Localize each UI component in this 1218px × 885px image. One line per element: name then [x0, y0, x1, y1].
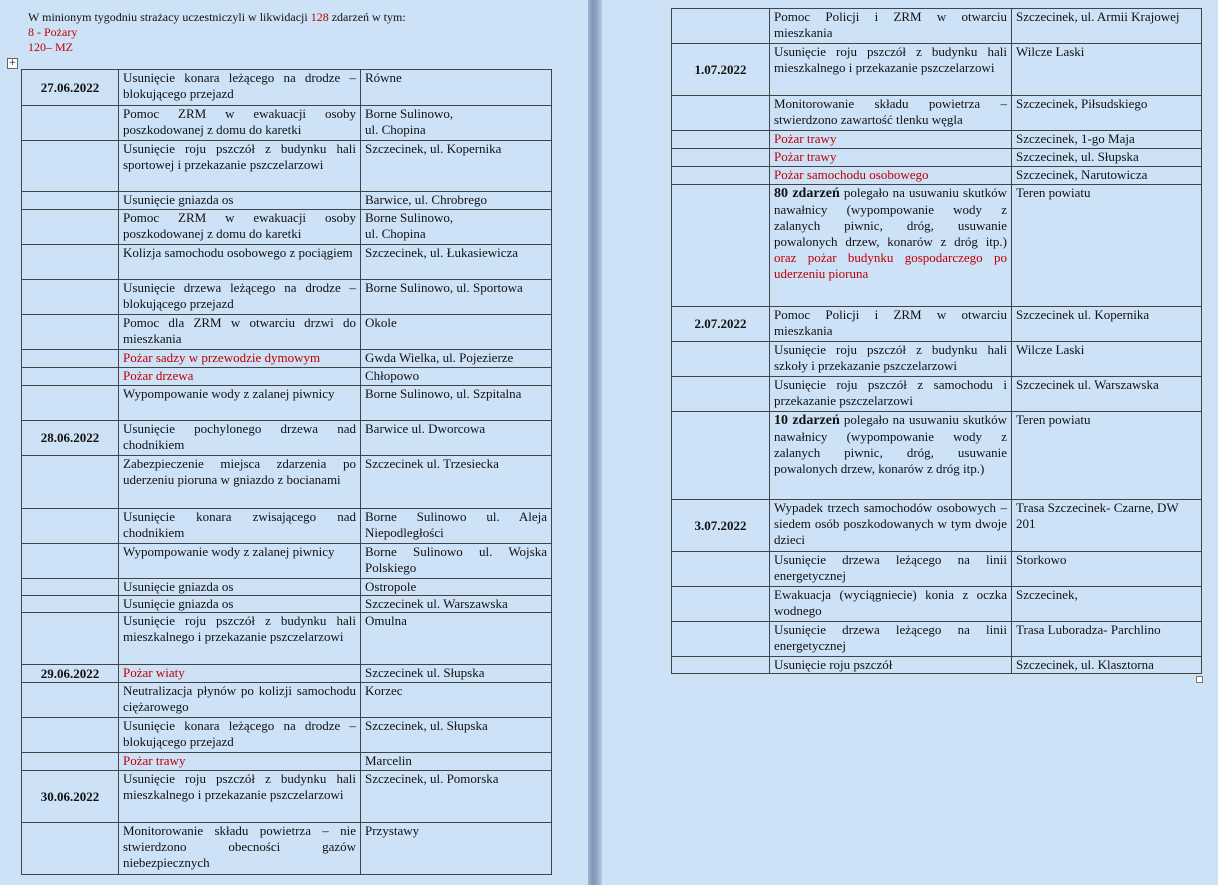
event-description-cell: Pożar sadzy w przewodzie dymowym — [119, 350, 361, 368]
date-cell — [22, 579, 119, 596]
intro-fires: 8 - Pożary — [28, 25, 78, 39]
event-description-cell: Pożar trawy — [119, 753, 361, 771]
table-row — [22, 544, 552, 579]
date-cell — [22, 613, 119, 665]
location-cell: Borne Sulinowo, ul. Chopina — [361, 210, 552, 245]
location-cell: Teren powiatu — [1012, 185, 1202, 307]
event-description-cell: Kolizja samochodu osobowego z pociągiem — [119, 245, 361, 280]
date-cell — [672, 552, 770, 587]
date-cell — [22, 192, 119, 210]
event-description-cell: Monitorowanie składu powietrza – nie stwierdzono obecności gazów niebezpiecznych — [119, 823, 361, 875]
location-cell: Szczecinek, 1-go Maja — [1012, 131, 1202, 149]
location-cell: Chłopowo — [361, 368, 552, 386]
table-row — [672, 96, 1202, 131]
location-cell: Szczecinek ul. Słupska — [361, 665, 552, 683]
location-cell: Przystawy — [361, 823, 552, 875]
table-row — [22, 350, 552, 368]
event-description-cell: Zabezpieczenie miejsca zdarzenia po uderzeniu pioruna w gniazdo z bocianami — [119, 456, 361, 509]
date-cell — [22, 245, 119, 280]
date-cell — [672, 657, 770, 674]
table-row — [22, 368, 552, 386]
location-cell: Szczecinek, ul. Kopernika — [361, 141, 552, 192]
date-cell — [672, 412, 770, 500]
summary-fire-note: oraz pożar budynku gospodarczego po uderzeniu pioruna — [774, 250, 1007, 281]
event-description-cell: Pożar wiaty — [119, 665, 361, 683]
table-row — [22, 771, 552, 823]
location-cell: Szczecinek, ul. Armii Krajowej — [1012, 9, 1202, 44]
table-row — [22, 70, 552, 106]
table-row — [672, 149, 1202, 167]
date-cell — [22, 106, 119, 141]
table-row — [22, 106, 552, 141]
location-cell: Szczecinek, ul. Klasztorna — [1012, 657, 1202, 674]
date-cell — [22, 596, 119, 613]
location-cell: Szczecinek, ul. Łukasiewicza — [361, 245, 552, 280]
location-cell: Borne Sulinowo ul. Aleja Niepodległości — [361, 509, 552, 544]
location-cell: Borne Sulinowo, ul. Szpitalna — [361, 386, 552, 421]
table-row — [22, 509, 552, 544]
location-cell: Borne Sulinowo, ul. Chopina — [361, 106, 552, 141]
date-cell — [672, 622, 770, 657]
table-row — [22, 579, 552, 596]
table-move-handle-icon[interactable]: + — [8, 58, 17, 68]
event-description-cell: Usunięcie pochylonego drzewa nad chodnikiem — [119, 421, 361, 456]
event-description-cell: Pożar trawy — [770, 131, 1012, 149]
table-row — [22, 421, 552, 456]
event-description-cell: Usunięcie gniazda os — [119, 579, 361, 596]
event-description-cell: Usunięcie roju pszczół z budynku hali mieszkalnego i przekazanie pszczelarzowi — [770, 44, 1012, 96]
intro-text — [28, 10, 406, 55]
table-row — [22, 596, 552, 613]
table-resize-handle[interactable] — [1196, 676, 1203, 683]
table-row — [672, 342, 1202, 377]
table-row — [22, 683, 552, 718]
event-description-cell: Wypompowanie wody z zalanej piwnicy — [119, 544, 361, 579]
date-cell — [22, 315, 119, 350]
event-description-cell: Usunięcie roju pszczół z budynku hali szkoły i przekazanie pszczelarzowi — [770, 342, 1012, 377]
date-cell — [22, 544, 119, 579]
date-cell: 30.06.2022 — [22, 771, 119, 823]
date-cell — [22, 456, 119, 509]
event-description-cell: Pożar samochodu osobowego — [770, 167, 1012, 185]
event-description-cell: Wypadek trzech samochodów osobowych – siedem osób poszkodowanych w tym dwoje dzieci — [770, 500, 1012, 552]
table-row — [672, 587, 1202, 622]
table-row — [22, 245, 552, 280]
location-cell: Teren powiatu — [1012, 412, 1202, 500]
event-description-cell: Usunięcie konara leżącego na drodze –blokującego przejazd — [119, 718, 361, 753]
events-table-right — [671, 8, 1202, 674]
location-cell: Szczecinek ul. Warszawska — [361, 596, 552, 613]
summary-text: polegało na usuwaniu skutków nawałnicy (wypompowanie wody z zalanych piwnic, dróg, usuwanie powalonych drzew, konarów z dróg itp.) — [774, 412, 1007, 476]
event-description-cell: Usunięcie gniazda os — [119, 192, 361, 210]
event-description-cell: Usunięcie drzewa leżącego na drodze – blokującego przejazd — [119, 280, 361, 315]
table-row — [672, 622, 1202, 657]
date-cell — [672, 9, 770, 44]
table-row — [22, 753, 552, 771]
date-cell: 27.06.2022 — [22, 70, 119, 106]
table-row — [672, 657, 1202, 674]
event-description-cell: Usunięcie drzewa leżącego na linii energetycznej — [770, 622, 1012, 657]
date-cell — [22, 753, 119, 771]
intro-prefix: W minionym tygodniu strażacy uczestniczyli w likwidacji — [28, 10, 311, 24]
table-row — [672, 44, 1202, 96]
table-row — [22, 192, 552, 210]
table-row — [22, 718, 552, 753]
event-description-cell: Neutralizacja płynów po kolizji samochodu ciężarowego — [119, 683, 361, 718]
summary-count: 10 zdarzeń — [774, 413, 840, 428]
event-description-cell: Usunięcie gniazda os — [119, 596, 361, 613]
date-cell: 3.07.2022 — [672, 500, 770, 552]
event-description-cell: Pożar drzewa — [119, 368, 361, 386]
table-row — [672, 552, 1202, 587]
location-cell: Szczecinek, Narutowicza — [1012, 167, 1202, 185]
date-cell: 28.06.2022 — [22, 421, 119, 456]
date-cell — [672, 587, 770, 622]
date-cell — [672, 185, 770, 307]
date-cell — [672, 377, 770, 412]
date-cell — [672, 96, 770, 131]
event-description-cell: Wypompowanie wody z zalanej piwnicy — [119, 386, 361, 421]
location-cell: Marcelin — [361, 753, 552, 771]
location-cell: Szczecinek, ul. Słupska — [1012, 149, 1202, 167]
location-cell: Borne Sulinowo ul. Wojska Polskiego — [361, 544, 552, 579]
location-cell: Omulna — [361, 613, 552, 665]
event-description-cell: Pożar trawy — [770, 149, 1012, 167]
location-cell: Szczecinek ul. Warszawska — [1012, 377, 1202, 412]
location-cell: Borne Sulinowo, ul. Sportowa — [361, 280, 552, 315]
table-row — [672, 131, 1202, 149]
event-description-cell — [770, 412, 1012, 500]
date-cell — [22, 210, 119, 245]
location-cell: Szczecinek, ul. Słupska — [361, 718, 552, 753]
event-description-cell: Usunięcie konara zwisającego nad chodnikiem — [119, 509, 361, 544]
location-cell: Trasa Luboradza- Parchlino — [1012, 622, 1202, 657]
location-cell: Ostropole — [361, 579, 552, 596]
location-cell: Barwice, ul. Chrobrego — [361, 192, 552, 210]
event-description-cell: Pomoc dla ZRM w otwarciu drzwi do mieszkania — [119, 315, 361, 350]
table-row — [22, 665, 552, 683]
intro-line-1 — [28, 10, 406, 25]
date-cell — [672, 342, 770, 377]
location-cell: Wilcze Laski — [1012, 342, 1202, 377]
table-row — [22, 613, 552, 665]
date-cell: 2.07.2022 — [672, 307, 770, 342]
table-row — [22, 456, 552, 509]
location-cell: Gwda Wielka, ul. Pojezierze — [361, 350, 552, 368]
date-cell — [22, 386, 119, 421]
date-cell — [672, 131, 770, 149]
location-cell: Szczecinek, ul. Pomorska — [361, 771, 552, 823]
event-description-cell: Usunięcie roju pszczół z budynku hali mieszkalnego i przekazanie pszczelarzowi — [119, 771, 361, 823]
summary-text: polegało na usuwaniu skutków nawałnicy (wypompowanie wody z zalanych piwnic, dróg, usuwanie powalonych drzew, konarów z dróg itp.) — [774, 185, 1007, 249]
location-cell: Szczecinek ul. Trzesiecka — [361, 456, 552, 509]
date-cell: 29.06.2022 — [22, 665, 119, 683]
date-cell — [22, 823, 119, 875]
date-cell — [22, 718, 119, 753]
location-cell: Szczecinek ul. Kopernika — [1012, 307, 1202, 342]
location-cell: Wilcze Laski — [1012, 44, 1202, 96]
table-row — [22, 315, 552, 350]
table-row — [672, 167, 1202, 185]
intro-local-threats: 120– MZ — [28, 40, 73, 54]
event-description-cell: Usunięcie roju pszczół z samochodu i przekazanie pszczelarzowi — [770, 377, 1012, 412]
table-row — [22, 141, 552, 192]
event-description-cell: Usunięcie roju pszczół z budynku hali sportowej i przekazanie pszczelarzowi — [119, 141, 361, 192]
event-description-cell: Ewakuacja (wyciągniecie) konia z oczka wodnego — [770, 587, 1012, 622]
event-description-cell — [770, 185, 1012, 307]
event-description-cell: Usunięcie roju pszczół — [770, 657, 1012, 674]
table-row — [672, 412, 1202, 500]
table-row — [22, 823, 552, 875]
page-gutter — [588, 0, 602, 885]
table-row — [672, 500, 1202, 552]
date-cell — [22, 509, 119, 544]
event-description-cell: Usunięcie drzewa leżącego na linii energetycznej — [770, 552, 1012, 587]
event-description-cell: Pomoc Policji i ZRM w otwarciu mieszkania — [770, 9, 1012, 44]
table-row — [672, 377, 1202, 412]
events-table-left — [21, 69, 552, 875]
location-cell: Storkowo — [1012, 552, 1202, 587]
date-cell — [22, 350, 119, 368]
table-row — [22, 210, 552, 245]
intro-count: 128 — [310, 10, 329, 24]
location-cell: Równe — [361, 70, 552, 106]
date-cell — [672, 149, 770, 167]
date-cell — [22, 280, 119, 315]
summary-count: 80 zdarzeń — [774, 186, 840, 201]
date-cell — [22, 683, 119, 718]
event-description-cell: Monitorowanie składu powietrza – stwierdzono zawartość tlenku węgla — [770, 96, 1012, 131]
table-row — [672, 9, 1202, 44]
date-cell: 1.07.2022 — [672, 44, 770, 96]
location-cell: Okole — [361, 315, 552, 350]
location-cell: Szczecinek, Piłsudskiego — [1012, 96, 1202, 131]
event-description-cell: Pomoc ZRM w ewakuacji osoby poszkodowanej z domu do karetki — [119, 106, 361, 141]
event-description-cell: Usunięcie roju pszczół z budynku hali mieszkalnego i przekazanie pszczelarzowi — [119, 613, 361, 665]
event-description-cell: Pomoc Policji i ZRM w otwarciu mieszkania — [770, 307, 1012, 342]
table-row — [22, 280, 552, 315]
date-cell — [22, 368, 119, 386]
location-cell: Korzec — [361, 683, 552, 718]
location-cell: Szczecinek, — [1012, 587, 1202, 622]
date-cell — [22, 141, 119, 192]
location-cell: Barwice ul. Dworcowa — [361, 421, 552, 456]
event-description-cell: Usunięcie konara leżącego na drodze –blokującego przejazd — [119, 70, 361, 106]
date-cell — [672, 167, 770, 185]
intro-suffix: zdarzeń w tym: — [328, 10, 406, 24]
location-cell: Trasa Szczecinek- Czarne, DW 201 — [1012, 500, 1202, 552]
table-row — [22, 386, 552, 421]
table-row — [672, 307, 1202, 342]
table-row — [672, 185, 1202, 307]
event-description-cell: Pomoc ZRM w ewakuacji osoby poszkodowanej z domu do karetki — [119, 210, 361, 245]
